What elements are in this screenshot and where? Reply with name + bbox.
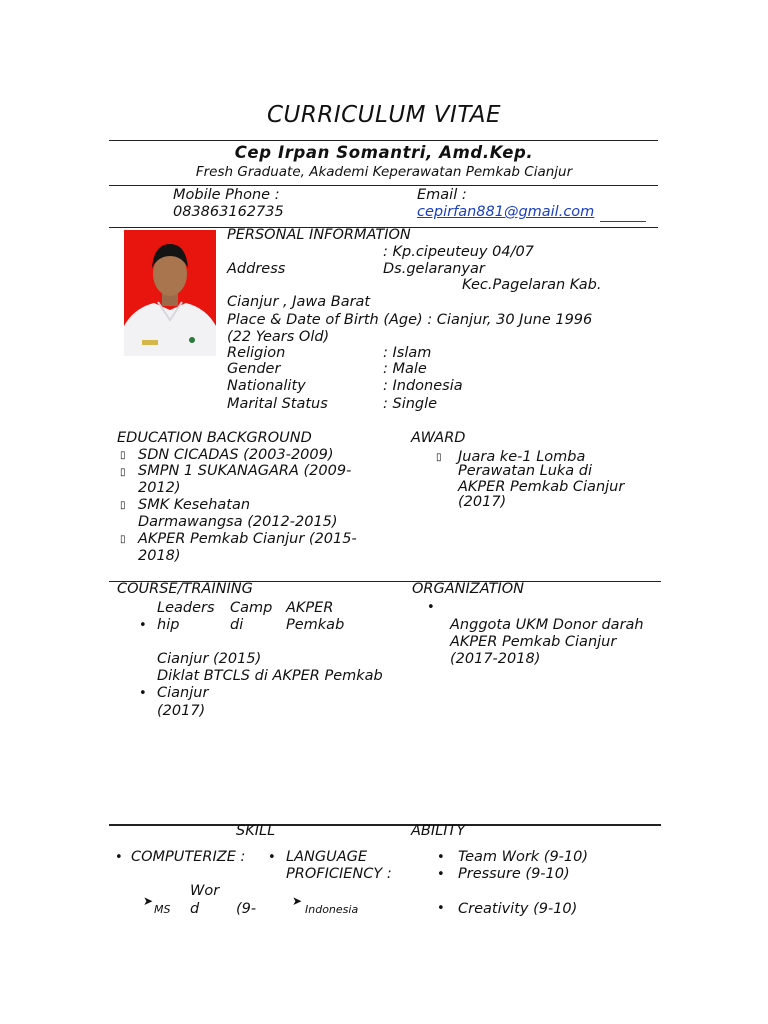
award-line-2: Perawatan Luka di [458, 463, 593, 479]
email-underline-extension [600, 221, 646, 222]
skill-computerize: COMPUTERIZE : [131, 849, 246, 865]
education-heading: EDUCATION BACKGROUND [117, 430, 312, 446]
marital-label: Marital Status [227, 396, 328, 412]
email-link[interactable]: cepirfan881@gmail.com [417, 204, 595, 220]
course-word-hip: hip [157, 617, 180, 633]
organization-line-3: (2017-2018) [450, 651, 541, 667]
email-label: Email : [417, 187, 467, 203]
skill-heading: SKILL [236, 823, 276, 839]
birth-line-1: Place & Date of Birth (Age) : Cianjur, 30 June 1996 [227, 312, 593, 328]
course-item-2-line-1: Diklat BTCLS di AKPER Pemkab [157, 668, 383, 684]
course-heading: COURSE/TRAINING [117, 581, 253, 597]
award-line-1: Juara ke-1 Lomba [458, 449, 586, 465]
gender-value: : Male [383, 361, 427, 377]
skill-language-line-1: LANGUAGE [286, 849, 368, 865]
ability-item-1: Team Work (9-10) [458, 849, 589, 865]
bullet-square-icon: ▯ [120, 500, 126, 511]
birth-line-2: (22 Years Old) [227, 329, 330, 345]
award-line-4: (2017) [458, 494, 507, 510]
bullet-square-icon: ▯ [120, 534, 126, 545]
ability-heading: ABILITY [411, 823, 466, 839]
personal-info-heading: PERSONAL INFORMATION [227, 227, 411, 243]
cv-title: CURRICULUM VITAE [266, 102, 502, 128]
bullet-dot-icon: • [115, 850, 123, 865]
education-item-3-line-1: SMK Kesehatan [138, 497, 251, 513]
mobile-label: Mobile Phone : [173, 187, 280, 203]
bullet-dot-icon: • [139, 618, 147, 633]
skill-score: (9- [236, 901, 257, 917]
education-item-4-line-1: AKPER Pemkab Cianjur (2015- [138, 531, 357, 547]
candidate-subtitle: Fresh Graduate, Akademi Keperawatan Pemkab Cianjur [195, 164, 573, 180]
education-item-1: SDN CICADAS (2003-2009) [138, 447, 334, 463]
course-word-akper: AKPER [286, 600, 334, 616]
religion-value: : Islam [383, 345, 432, 361]
award-line-3: AKPER Pemkab Cianjur [458, 479, 625, 495]
bullet-square-icon: ▯ [436, 452, 442, 463]
bullet-dot-icon: • [437, 901, 445, 916]
skill-indonesia: Indonesia [305, 903, 359, 916]
religion-label: Religion [227, 345, 286, 361]
organization-heading: ORGANIZATION [412, 581, 524, 597]
nationality-value: : Indonesia [383, 378, 463, 394]
organization-line-2: AKPER Pemkab Cianjur [450, 634, 617, 650]
education-item-4-line-2: 2018) [138, 548, 181, 564]
skill-wor: Wor [190, 883, 220, 899]
course-word-di: di [230, 617, 244, 633]
education-item-3-line-2: Darmawangsa (2012-2015) [138, 514, 338, 530]
course-item-1-cianjur: Cianjur (2015) [157, 651, 262, 667]
education-item-2-line-2: 2012) [138, 480, 181, 496]
nationality-label: Nationality [227, 378, 306, 394]
bullet-dot-icon: • [437, 867, 445, 882]
arrow-bullet-icon: ➤ [292, 894, 303, 908]
bullet-dot-icon: • [139, 686, 147, 701]
course-word-leaders: Leaders [157, 600, 215, 616]
course-item-2-line-3: (2017) [157, 703, 206, 719]
bullet-dot-icon: • [427, 600, 435, 615]
bullet-square-icon: ▯ [120, 467, 126, 478]
marital-value: : Single [383, 396, 438, 412]
address-label: Address [227, 261, 286, 277]
gender-label: Gender [227, 361, 281, 377]
address-line-4: Cianjur , Jawa Barat [227, 294, 371, 310]
profile-photo [124, 230, 216, 356]
course-item-2-line-2: Cianjur [157, 685, 209, 701]
organization-line-1: Anggota UKM Donor darah [450, 617, 644, 633]
course-word-pemkab: Pemkab [286, 617, 345, 633]
course-word-camp: Camp [230, 600, 273, 616]
divider [109, 140, 658, 141]
education-item-2-line-1: SMPN 1 SUKANAGARA (2009- [138, 463, 352, 479]
bullet-dot-icon: • [268, 850, 276, 865]
candidate-name: Cep Irpan Somantri, Amd.Kep. [234, 143, 534, 162]
divider [109, 185, 658, 186]
ability-item-2: Pressure (9-10) [458, 866, 570, 882]
arrow-bullet-icon: ➤ [143, 894, 154, 908]
skill-ms: MS [154, 903, 171, 916]
ability-item-3: Creativity (9-10) [458, 901, 578, 917]
award-heading: AWARD [411, 430, 466, 446]
skill-d: d [190, 901, 200, 917]
bullet-square-icon: ▯ [120, 450, 126, 461]
address-line-3: Kec.Pagelaran Kab. [462, 277, 602, 293]
address-line-2: Ds.gelaranyar [383, 261, 485, 277]
bullet-dot-icon: • [437, 850, 445, 865]
divider [109, 824, 661, 826]
address-line-1: : Kp.cipeuteuy 04/07 [383, 244, 534, 260]
skill-language-line-2: PROFICIENCY : [286, 866, 392, 882]
mobile-value: 083863162735 [173, 204, 284, 220]
